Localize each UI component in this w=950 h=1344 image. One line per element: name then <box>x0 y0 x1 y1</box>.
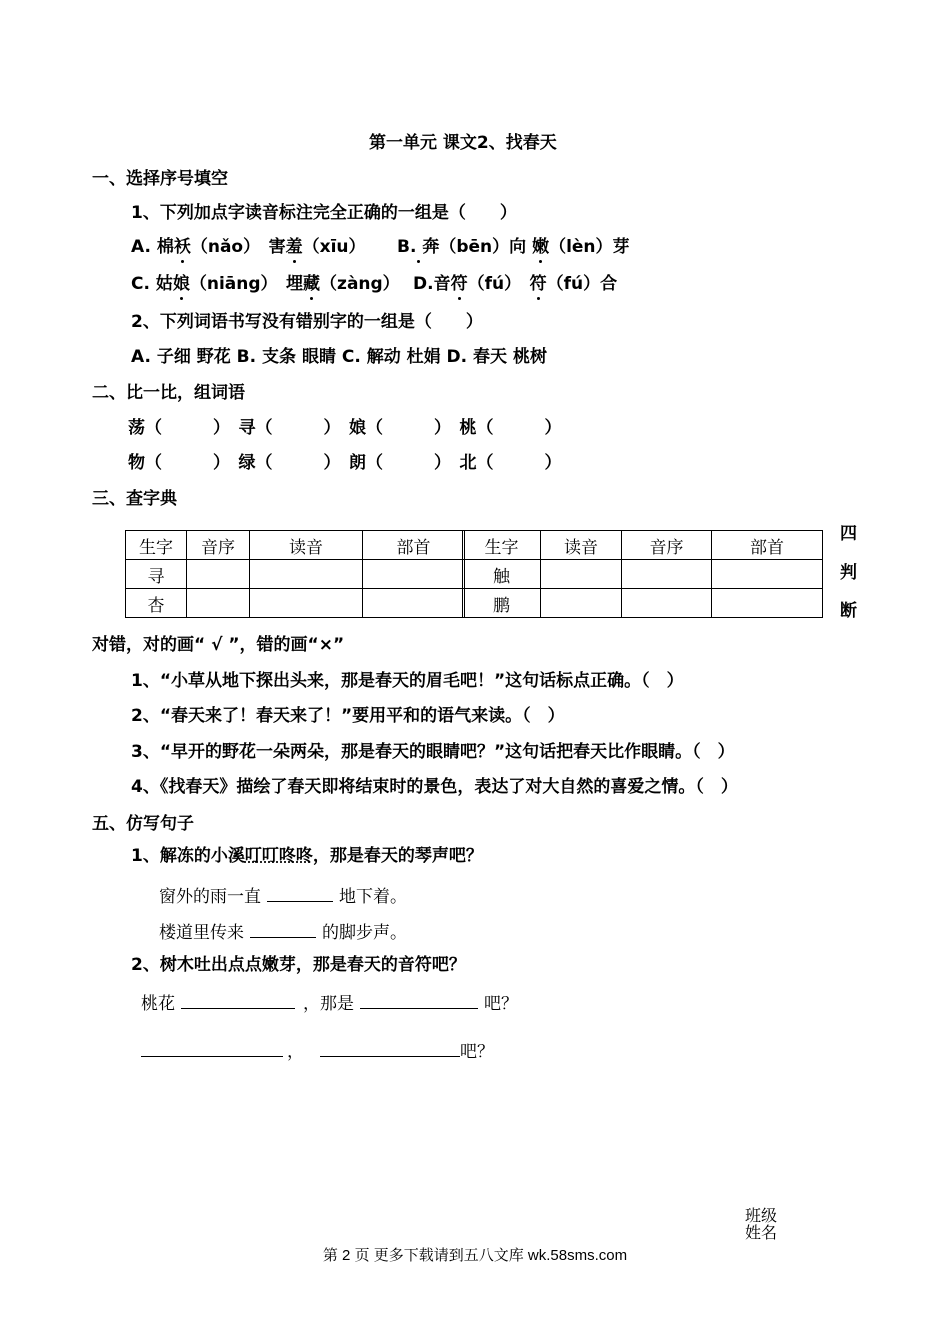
section-5-heading: 五、仿写句子 <box>92 814 194 834</box>
answer-cell[interactable] <box>712 589 823 618</box>
section-1-heading: 一、选择序号填空 <box>92 169 228 189</box>
header-char: 生字 <box>126 531 187 560</box>
page-title: 第一单元 课文2、找春天 <box>369 133 557 153</box>
imitate-line-1: 窗外的雨一直 地下着。 <box>159 883 407 908</box>
fill-blank[interactable] <box>250 919 316 938</box>
header-char: 生字 <box>463 531 541 560</box>
q1-1-option-d: D.音符（fú） 符（fú）合 <box>413 274 618 294</box>
dictionary-table-right <box>462 530 823 618</box>
page-footer: 第 2 页 更多下载请到五八文库 wk.58sms.com <box>322 1247 628 1264</box>
answer-cell[interactable] <box>250 589 363 618</box>
q1-2-options: A. 子细 野花 B. 支条 眼睛 C. 解动 杜娟 D. 春天 桃树 <box>131 347 547 367</box>
fill-blank[interactable] <box>141 1038 283 1057</box>
q1-1-option-b: B. 奔（bēn）向 嫩（lèn）芽 <box>397 237 630 257</box>
imitate-line-2: 楼道里传来 的脚步声。 <box>159 919 407 944</box>
section-2-heading: 二、比一比，组词语 <box>92 383 245 403</box>
fill-blank[interactable] <box>267 883 333 902</box>
section-4-heading: 对错，对的画“ √ ”，错的画“×” <box>92 635 345 655</box>
header-index: 音序 <box>622 531 712 560</box>
judge-item: 2、“春天来了！春天来了！”要用平和的语气来读。（ ） <box>131 706 565 726</box>
answer-cell[interactable] <box>541 560 622 589</box>
answer-cell[interactable] <box>250 560 363 589</box>
header-pinyin: 读音 <box>541 531 622 560</box>
fill-blank[interactable] <box>360 990 478 1009</box>
char-cell: 寻 <box>126 560 187 589</box>
name-label: 姓名 <box>745 1223 778 1242</box>
answer-cell[interactable] <box>363 589 465 618</box>
fill-blank[interactable] <box>181 990 295 1009</box>
imitate-line-3: 桃花 ，那是 吧？ <box>141 990 518 1015</box>
q1-2: 2、下列词语书写没有错别字的一组是（ ） <box>131 312 483 332</box>
dictionary-table-left <box>125 530 465 618</box>
judge-item: 1、“小草从地下探出头来，那是春天的眉毛吧！”这句话标点正确。（ ） <box>131 671 684 691</box>
section-3-heading: 三、查字典 <box>92 489 177 509</box>
compare-row-2: 物（ ） 绿（ ） 朗（ ） 北（ ） <box>128 453 562 473</box>
judge-item: 4、《找春天》描绘了春天即将结束时的景色，表达了对大自然的喜爱之情。（ ） <box>131 777 738 797</box>
q1-1: 1、下列加点字读音标注完全正确的一组是（ ） <box>131 203 517 223</box>
header-pinyin: 读音 <box>250 531 363 560</box>
char-cell: 鹏 <box>463 589 541 618</box>
q1-1-option-a: A. 棉袄（nǎo） 害羞（xīu） <box>131 237 366 257</box>
char-cell: 杏 <box>126 589 187 618</box>
class-label: 班级 <box>745 1206 778 1225</box>
answer-cell[interactable] <box>712 560 823 589</box>
answer-cell[interactable] <box>187 560 250 589</box>
header-radical: 部首 <box>363 531 465 560</box>
answer-cell[interactable] <box>187 589 250 618</box>
compare-row-1: 荡（ ） 寻（ ） 娘（ ） 桃（ ） <box>128 418 562 438</box>
imitate-q1: 1、解冻的小溪叮叮咚咚，那是春天的琴声吧？ <box>131 846 483 866</box>
answer-cell[interactable] <box>622 589 712 618</box>
answer-cell[interactable] <box>541 589 622 618</box>
char-cell: 触 <box>463 560 541 589</box>
header-index: 音序 <box>187 531 250 560</box>
header-radical: 部首 <box>712 531 823 560</box>
section-4-side-2: 判 <box>840 563 857 583</box>
q1-1-option-c: C. 姑娘（niāng） 埋藏（zàng） <box>131 274 400 294</box>
fill-blank[interactable] <box>320 1038 460 1057</box>
imitate-q2: 2、树木吐出点点嫩芽，那是春天的音符吧？ <box>131 955 466 975</box>
section-4-side-1: 四 <box>840 524 857 544</box>
imitate-line-4: ， 吧？ <box>141 1038 494 1063</box>
answer-cell[interactable] <box>622 560 712 589</box>
section-4-side-3: 断 <box>840 601 857 621</box>
judge-item: 3、“早开的野花一朵两朵，那是春天的眼睛吧？”这句话把春天比作眼睛。（ ） <box>131 742 735 762</box>
answer-cell[interactable] <box>363 560 465 589</box>
